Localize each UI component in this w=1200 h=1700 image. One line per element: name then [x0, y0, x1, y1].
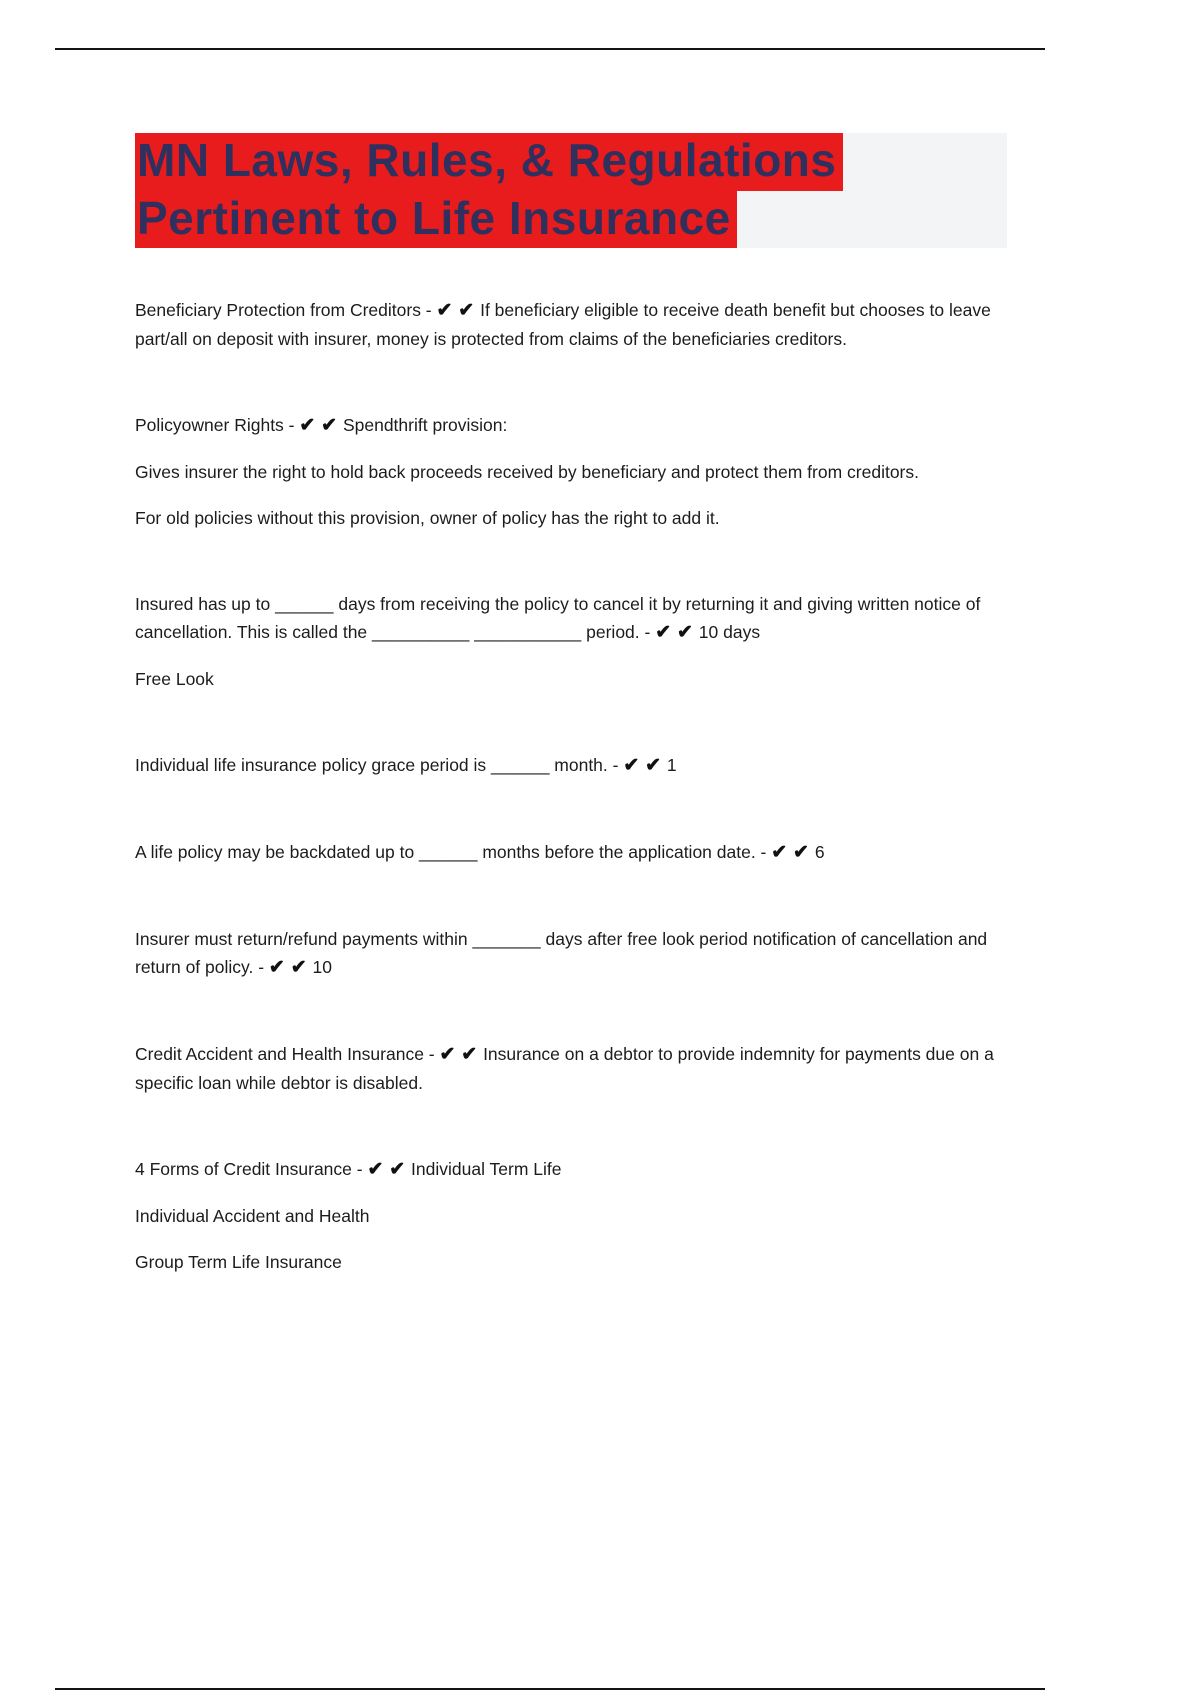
check-icon: ✔ — [389, 1159, 407, 1181]
paragraph: Individual Accident and Health — [135, 1206, 370, 1227]
qa-block — [135, 1040, 1007, 1097]
page-title-continued: Pertinent to Life Insurance — [135, 191, 737, 249]
paragraph: Insured has up to ______ days from receiving the policy to cancel it by returning it and giving written notice of cancellation. This is called the __________ ___________ period. - ✔ ✔ 10 days — [135, 594, 981, 644]
check-icon: ✔ — [439, 1044, 457, 1066]
check-icon: ✔ — [771, 842, 789, 864]
paragraph: For old policies without this provision, owner of policy has the right to add it. — [135, 508, 720, 529]
qa-block — [135, 925, 1007, 982]
check-icon: ✔ — [268, 957, 286, 979]
qa-block — [135, 838, 1007, 867]
title-line-2 — [135, 191, 1007, 249]
paragraph: A life policy may be backdated up to ______ months before the application date. - ✔ ✔ 6 — [135, 842, 825, 864]
check-icon: ✔ — [461, 1044, 479, 1066]
paragraph: Group Term Life Insurance — [135, 1252, 342, 1273]
check-icon: ✔ — [367, 1159, 385, 1181]
check-icon: ✔ — [623, 755, 641, 777]
paragraph: Policyowner Rights - ✔ ✔ Spendthrift provision: — [135, 415, 508, 437]
check-icon: ✔ — [299, 415, 317, 437]
paragraph: Beneficiary Protection from Creditors - ✔ ✔ If beneficiary eligible to receive death benefit but chooses to leave part/all on deposit with insurer, money is protected from claims of the beneficiaries creditors. — [135, 300, 991, 350]
paragraph: Insurer must return/refund payments within _______ days after free look period notification of cancellation and return of policy. - ✔ ✔ 10 — [135, 929, 988, 979]
qa-list — [135, 296, 1007, 1276]
top-divider — [55, 48, 1045, 50]
qa-block — [135, 590, 1007, 693]
paragraph: Individual life insurance policy grace period is ______ month. - ✔ ✔ 1 — [135, 755, 677, 777]
check-icon: ✔ — [655, 622, 673, 644]
check-icon: ✔ — [645, 755, 663, 777]
qa-block — [135, 751, 1007, 780]
qa-block — [135, 1155, 1007, 1276]
check-icon: ✔ — [290, 957, 308, 979]
paragraph: Credit Accident and Health Insurance - ✔ ✔ Insurance on a debtor to provide indemnity for payments due on a specific loan while debtor is disabled. — [135, 1044, 994, 1094]
check-icon: ✔ — [793, 842, 810, 864]
page-title: MN Laws, Rules, & Regulations — [135, 133, 843, 191]
qa-block — [135, 296, 1007, 353]
qa-block — [135, 411, 1007, 532]
check-icon: ✔ — [677, 622, 694, 644]
check-icon: ✔ — [436, 300, 454, 322]
check-icon: ✔ — [458, 300, 476, 322]
check-icon: ✔ — [321, 415, 339, 437]
paragraph: Free Look — [135, 669, 214, 690]
paragraph: 4 Forms of Credit Insurance - ✔ ✔ Individual Term Life — [135, 1159, 562, 1181]
title-line-1 — [135, 133, 1007, 191]
bottom-divider — [55, 1688, 1045, 1690]
paragraph: Gives insurer the right to hold back proceeds received by beneficiary and protect them from creditors. — [135, 462, 919, 483]
title-block — [135, 133, 1007, 248]
document-content — [135, 133, 1007, 1334]
